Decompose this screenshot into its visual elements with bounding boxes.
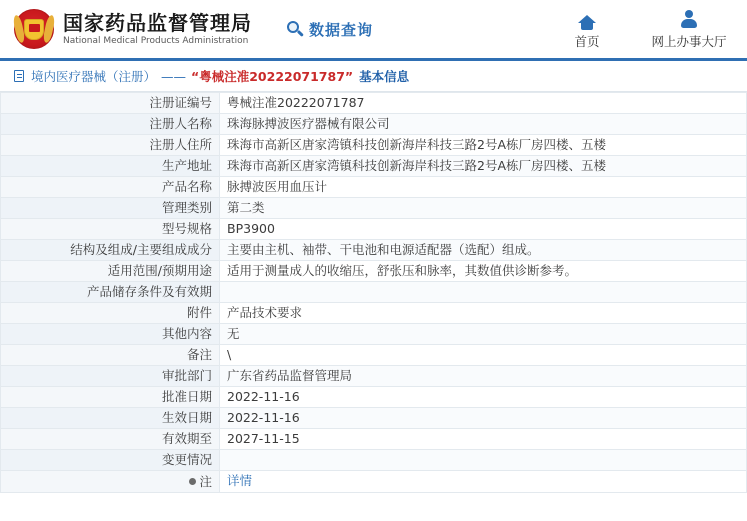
row-value — [220, 450, 747, 471]
row-value: 2027-11-15 — [220, 429, 747, 450]
row-value: 珠海脉搏波医疗器械有限公司 — [220, 114, 747, 135]
row-value: 产品技术要求 — [220, 303, 747, 324]
bullet-icon — [189, 478, 196, 485]
national-emblem-icon — [14, 9, 54, 49]
row-label: 注册人名称 — [1, 114, 220, 135]
row-value: 2022-11-16 — [220, 387, 747, 408]
table-row — [1, 387, 747, 408]
table-row — [1, 450, 747, 471]
table-row — [1, 219, 747, 240]
row-value: \ — [220, 345, 747, 366]
row-value: 主要由主机、袖带、干电池和电源适配器（选配）组成。 — [220, 240, 747, 261]
table-row — [1, 135, 747, 156]
nav-item-home[interactable] — [551, 9, 623, 50]
row-value: 2022-11-16 — [220, 408, 747, 429]
row-label: 批准日期 — [1, 387, 220, 408]
row-value: 无 — [220, 324, 747, 345]
breadcrumb-separator: —— — [161, 68, 187, 84]
row-label: 注册证编号 — [1, 93, 220, 114]
row-value: 珠海市高新区唐家湾镇科技创新海岸科技三路2号A栋厂房四楼、五楼 — [220, 135, 747, 156]
top-nav — [551, 9, 729, 50]
row-label: 型号规格 — [1, 219, 220, 240]
table-row — [1, 324, 747, 345]
home-icon — [578, 9, 596, 29]
org-name-en: National Medical Products Administration — [63, 35, 249, 46]
site-header — [0, 0, 747, 58]
site-title-block — [63, 11, 252, 48]
row-label-note-text: 注 — [199, 473, 212, 489]
row-label: 备注 — [1, 345, 220, 366]
table-row — [1, 366, 747, 387]
table-row — [1, 303, 747, 324]
row-label: 附件 — [1, 303, 220, 324]
row-label: 生产地址 — [1, 156, 220, 177]
row-value: 适用于测量成人的收缩压，舒张压和脉率，其数值供诊断参考。 — [220, 261, 747, 282]
details-link[interactable]: 详情 — [227, 473, 253, 489]
row-value: 第二类 — [220, 198, 747, 219]
table-row — [1, 114, 747, 135]
row-value: 珠海市高新区唐家湾镇科技创新海岸科技三路2号A栋厂房四楼、五楼 — [220, 156, 747, 177]
breadcrumb — [0, 61, 747, 92]
table-row — [1, 177, 747, 198]
row-label: 注册人住所 — [1, 135, 220, 156]
row-label: 产品储存条件及有效期 — [1, 282, 220, 303]
row-label: 生效日期 — [1, 408, 220, 429]
nav-item-service-hall-label: 网上办事大厅 — [651, 33, 727, 49]
table-row — [1, 240, 747, 261]
table-body — [1, 93, 747, 493]
row-value: 广东省药品监督管理局 — [220, 366, 747, 387]
row-label-note — [1, 471, 220, 493]
row-label: 有效期至 — [1, 429, 220, 450]
magnifier-icon — [286, 20, 305, 39]
user-icon — [680, 9, 698, 29]
table-row — [1, 261, 747, 282]
row-value: 粤械注准20222071787 — [220, 93, 747, 114]
row-value-note — [220, 471, 747, 493]
registration-info-table — [0, 92, 747, 493]
table-row — [1, 282, 747, 303]
table-row — [1, 93, 747, 114]
row-value — [220, 282, 747, 303]
registration-info-table-wrap — [0, 92, 747, 493]
org-name-cn: 国家药品监督管理局 — [63, 10, 252, 35]
table-row — [1, 429, 747, 450]
nav-item-home-label: 首页 — [574, 33, 600, 49]
table-row — [1, 345, 747, 366]
breadcrumb-record: “粤械注准20222071787” — [191, 69, 354, 84]
row-label: 管理类别 — [1, 198, 220, 219]
nav-item-service-hall[interactable] — [653, 9, 725, 50]
table-row — [1, 198, 747, 219]
row-label: 审批部门 — [1, 366, 220, 387]
breadcrumb-title: 基本信息 — [359, 69, 410, 84]
data-query-button[interactable] — [286, 19, 373, 40]
row-value: 脉搏波医用血压计 — [220, 177, 747, 198]
data-query-label: 数据查询 — [309, 20, 374, 39]
row-value: BP3900 — [220, 219, 747, 240]
document-icon — [13, 70, 26, 83]
row-label: 产品名称 — [1, 177, 220, 198]
row-label: 其他内容 — [1, 324, 220, 345]
table-row — [1, 408, 747, 429]
breadcrumb-category[interactable]: 境内医疗器械（注册） — [31, 69, 157, 84]
row-label: 变更情况 — [1, 450, 220, 471]
table-row — [1, 156, 747, 177]
table-row-note — [1, 471, 747, 493]
row-label: 适用范围/预期用途 — [1, 261, 220, 282]
row-label: 结构及组成/主要组成成分 — [1, 240, 220, 261]
